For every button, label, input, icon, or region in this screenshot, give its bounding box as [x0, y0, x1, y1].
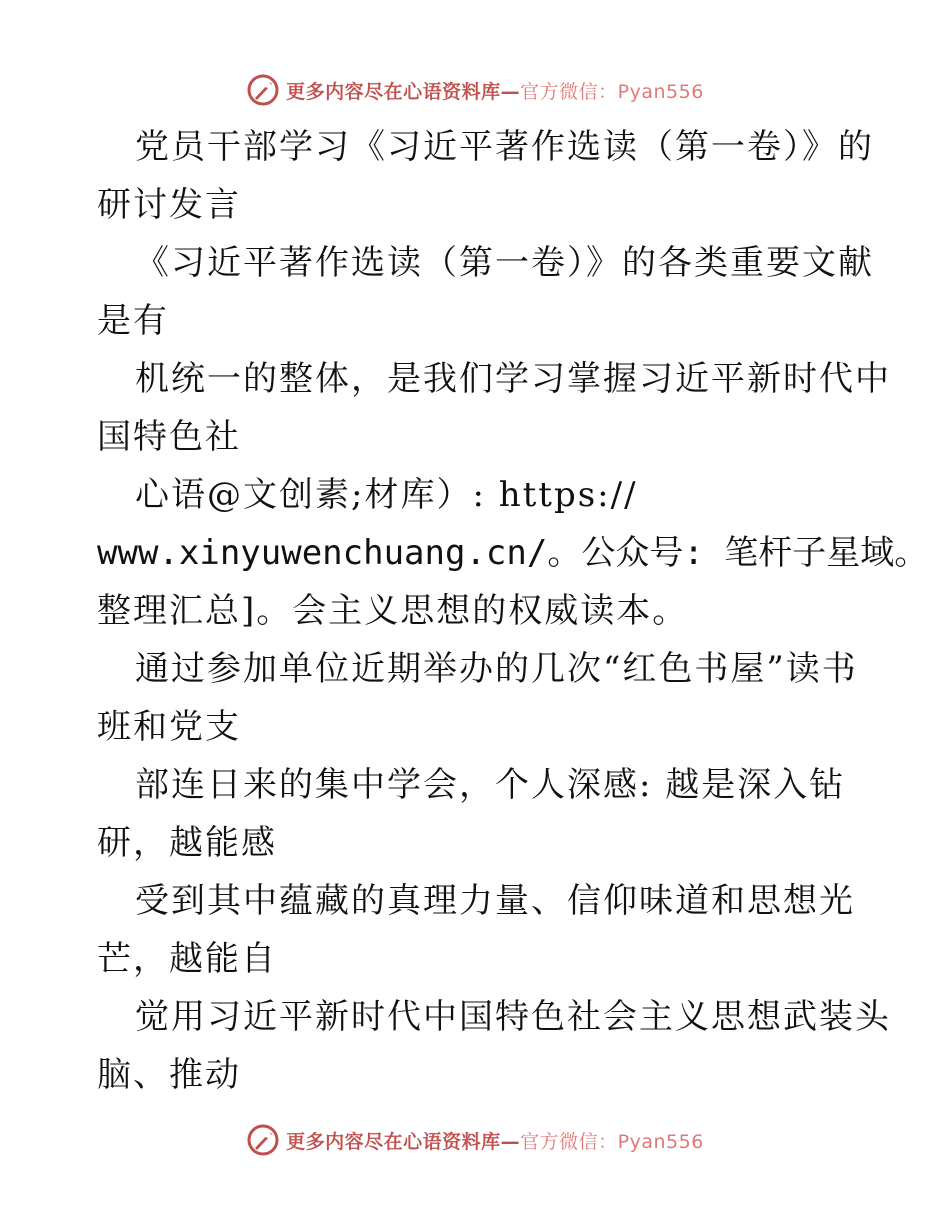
- header-banner-text: [286, 77, 704, 104]
- header-banner-title: 更多内容尽在心语资料库—: [286, 80, 521, 103]
- doc-line-6: 国特色社: [97, 417, 241, 457]
- doc-line-1: 党员干部学习《习近平著作选读（第一卷）》的: [135, 127, 874, 167]
- header-banner-wechat: 官方微信：Pyan556: [520, 80, 704, 103]
- footer-banner-wechat: 官方微信：Pyan556: [520, 1130, 704, 1153]
- doc-line-14: 受到其中蕴藏的真理力量、信仰味道和思想光: [135, 881, 855, 921]
- doc-line-16: 觉用习近平新时代中国特色社会主义思想武装头: [135, 997, 891, 1037]
- document-body: [97, 118, 929, 1104]
- quill-pen-logo-icon: [246, 73, 280, 107]
- doc-line-11: 班和党支: [97, 707, 241, 747]
- doc-line-7: 心语@文创素;材库）: https://: [135, 475, 638, 515]
- footer-banner-title: 更多内容尽在心语资料库—: [286, 1130, 521, 1153]
- doc-line-13: 研，越能感: [97, 823, 277, 863]
- doc-line-5: 机统一的整体，是我们学习掌握习近平新时代中: [135, 359, 891, 399]
- doc-line-12: 部连日来的集中学会，个人深感: 越是深入钻: [135, 765, 846, 805]
- header-banner: [0, 70, 950, 110]
- doc-line-17: 脑、推动: [97, 1055, 241, 1095]
- doc-line-9: 整理汇总]。会主义思想的权威读本。: [97, 591, 689, 631]
- quill-pen-logo-icon: [246, 1123, 280, 1157]
- doc-line-3: 《习近平著作选读（第一卷）》的各类重要文献: [135, 243, 874, 283]
- doc-line-10: 通过参加单位近期举办的几次“红色书屋”读书: [135, 649, 858, 689]
- footer-banner: [0, 1120, 950, 1160]
- doc-line-2: 研讨发言: [97, 185, 241, 225]
- doc-line-15: 芒，越能自: [97, 939, 277, 979]
- footer-banner-text: [286, 1127, 704, 1154]
- doc-line-4: 是有: [97, 301, 169, 341]
- doc-line-8: www.xinyuwenchuang.cn/。公众号: 笔杆子星域。: [97, 533, 929, 573]
